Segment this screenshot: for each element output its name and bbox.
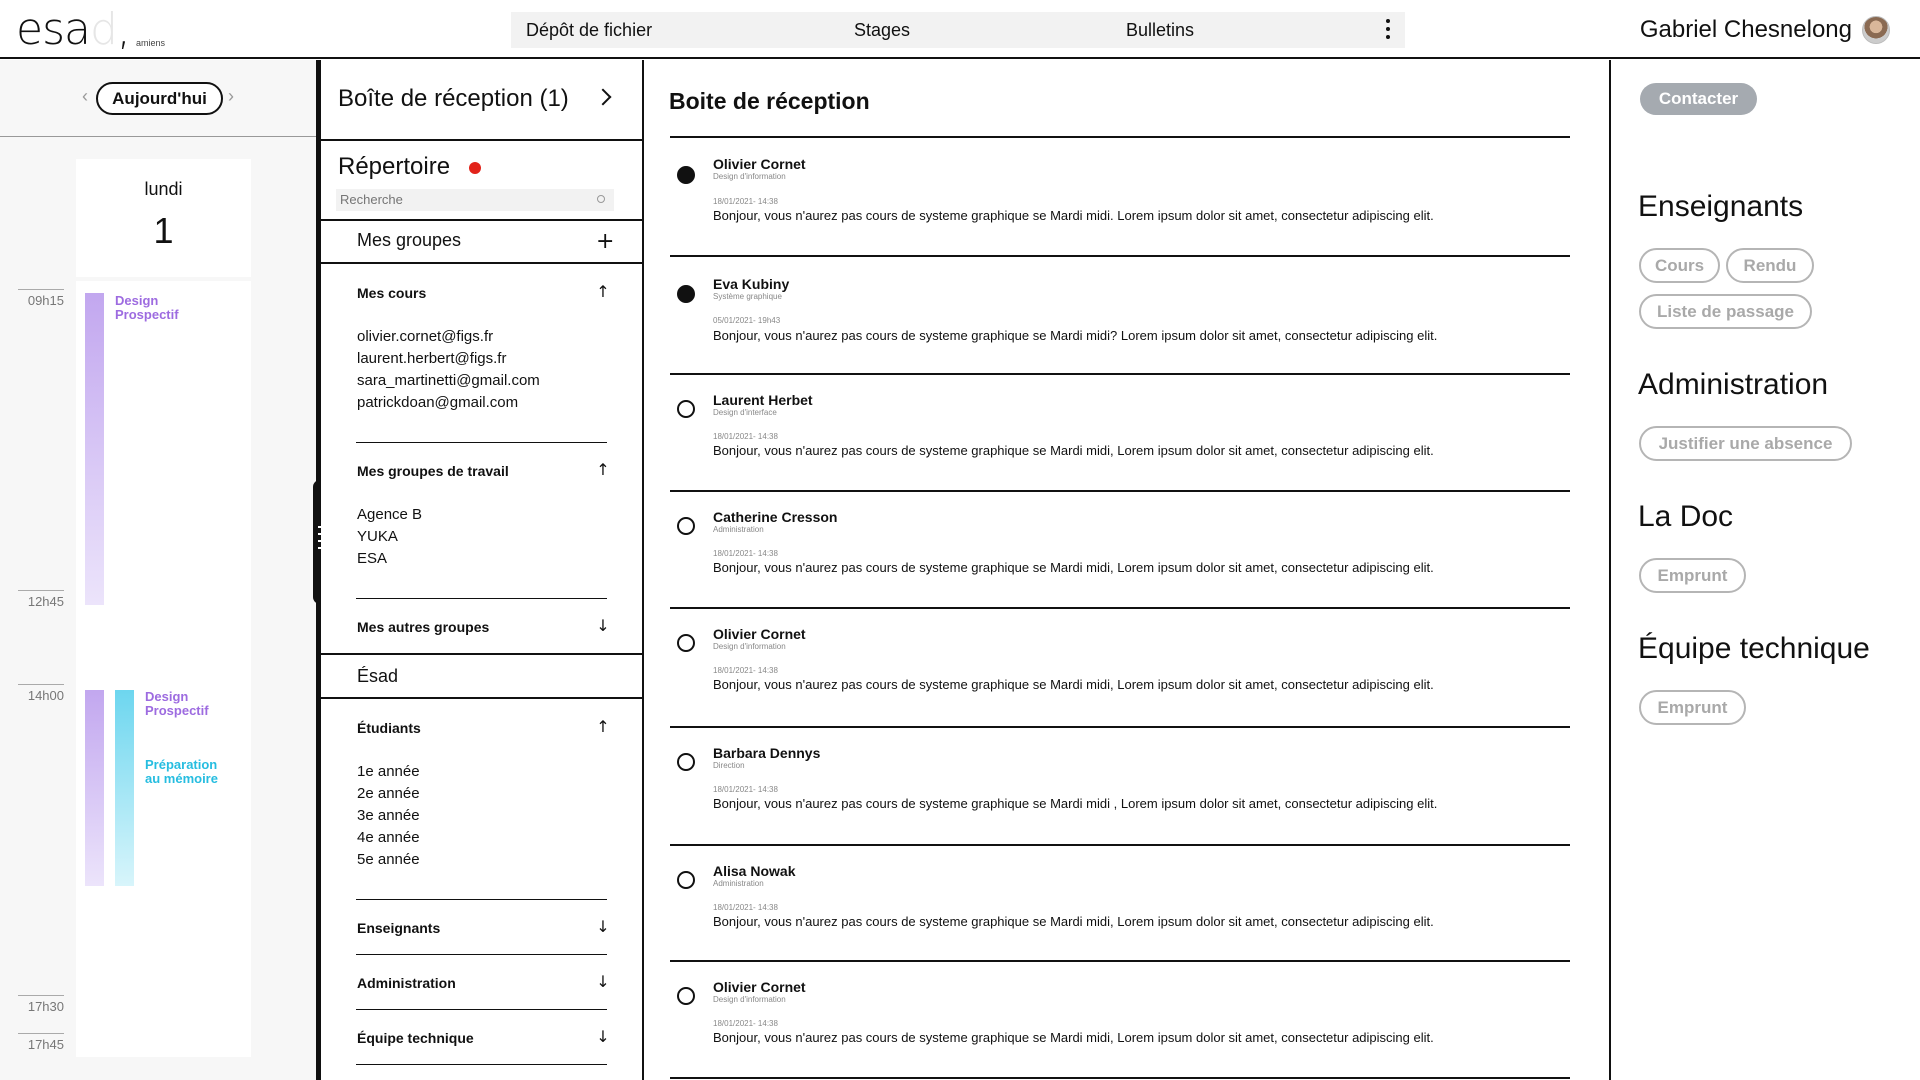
time-label: 14h00 [18,684,64,703]
message-sender: Alisa Nowak [713,863,796,879]
logo-text: esa [16,4,90,55]
time-label: 09h15 [18,289,64,308]
message-date: 18/01/2021- 14:38 [713,1019,778,1028]
directory-panel [321,60,642,1080]
message-date: 18/01/2021- 14:38 [713,549,778,558]
message-date: 18/01/2021- 14:38 [713,197,778,206]
message-row[interactable] [644,375,1609,471]
justifier-absence-button[interactable]: Justifier une absence [1639,426,1852,461]
day-header [76,159,251,277]
notification-dot [469,162,481,174]
message-preview: Bonjour, vous n'aurez pas cours de systeme graphique se Mardi midi? Lorem ipsum dolor sit amet, consectetur adipiscing elit. [713,328,1438,343]
nav-depot-fichier[interactable]: Dépôt de fichier [526,20,653,40]
list-item[interactable]: 5e année [357,851,420,868]
mes-groupes-travail-label[interactable]: Mes groupes de travail [357,463,509,479]
message-sender: Laurent Herbet [713,392,813,408]
message-department: Design d'interface [713,408,777,417]
etudiants-label[interactable]: Étudiants [357,720,421,736]
read-dot-icon[interactable] [677,753,695,771]
inbox-link-title[interactable]: Boîte de réception (1) [338,85,569,112]
message-sender: Eva Kubiny [713,276,790,292]
next-day-chevron-icon[interactable]: › [228,86,234,106]
list-item[interactable]: patrickdoan@gmail.com [357,394,519,411]
cours-button[interactable]: Cours [1639,248,1720,283]
divider [356,598,607,599]
emprunt-technique-button[interactable]: Emprunt [1639,690,1746,725]
day-number: 1 [153,210,174,251]
read-dot-icon[interactable] [677,987,695,1005]
read-dot-icon[interactable] [677,517,695,535]
message-sender: Barbara Dennys [713,745,821,761]
nav-stages[interactable]: Stages [854,20,911,40]
logo-subtitle: amiens [136,38,166,48]
message-preview: Bonjour, vous n'aurez pas cours de systeme graphique se Mardi midi, Lorem ipsum dolor sit amet, consectetur adipiscing elit. [713,1030,1434,1045]
message-date: 05/01/2021- 19h43 [713,316,781,325]
esad-logo[interactable] [16,6,176,54]
chevron-right-icon[interactable] [595,89,612,106]
message-row[interactable] [644,962,1609,1058]
arrow-down-icon[interactable]: ↓ [596,917,610,936]
contacts-panel [1611,60,1920,1080]
inbox-panel [644,60,1609,1080]
divider [321,139,642,141]
esad-section-label[interactable]: Ésad [357,666,399,686]
message-row[interactable] [644,492,1609,588]
contact-button[interactable]: Contacter [1640,83,1757,115]
arrow-down-icon[interactable]: ↓ [596,616,610,635]
divider [321,697,642,699]
message-department: Design d'information [713,172,786,181]
divider [321,219,642,221]
read-dot-icon[interactable] [677,400,695,418]
message-date: 18/01/2021- 14:38 [713,666,778,675]
message-preview: Bonjour, vous n'aurez pas cours de systeme graphique se Mardi midi, Lorem ipsum dolor sit amet, consectetur adipiscing elit. [713,443,1434,458]
message-department: Design d'information [713,995,786,1004]
user-profile[interactable] [1640,12,1890,48]
prev-day-chevron-icon[interactable]: ‹ [82,86,88,106]
message-preview: Bonjour, vous n'aurez pas cours de systeme graphique se Mardi midi. Lorem ipsum dolor sit amet, consectetur adipiscing elit. [713,208,1434,223]
list-item[interactable]: ESA [357,550,388,567]
event-design-prospectif-2-bar[interactable] [85,690,104,886]
event-design-prospectif-bar[interactable] [85,293,104,605]
message-sender: Catherine Cresson [713,509,838,525]
day-timeline [76,281,251,1057]
equipe-technique-title: Équipe technique [1638,632,1870,665]
message-department: Administration [713,879,764,888]
enseignants-label[interactable]: Enseignants [357,920,441,936]
list-item[interactable]: 2e année [357,785,420,802]
list-item[interactable]: sara_martinetti@gmail.com [357,372,540,389]
message-department: Système graphique [713,292,782,301]
logo-comma: , [116,4,130,55]
message-department: Design d'information [713,642,786,651]
la-doc-title: La Doc [1638,500,1734,533]
event-design-prospectif-2-label[interactable]: Design Prospectif [145,689,209,718]
divider [356,899,607,900]
message-date: 18/01/2021- 14:38 [713,785,778,794]
emprunt-doc-button[interactable]: Emprunt [1639,558,1746,593]
today-button[interactable]: Aujourd'hui [96,82,223,115]
repertoire-title: Répertoire [338,153,451,180]
message-row[interactable] [644,846,1609,942]
liste-de-passage-button[interactable]: Liste de passage [1639,294,1812,329]
divider [356,954,607,955]
administration-title: Administration [1638,368,1829,401]
message-date: 18/01/2021- 14:38 [713,903,778,912]
message-row[interactable] [644,609,1609,705]
divider [356,1064,607,1065]
time-label: 17h45 [18,1033,64,1052]
arrow-down-icon[interactable]: ↓ [596,972,610,991]
arrow-up-icon[interactable]: ↑ [596,717,610,736]
message-sender: Olivier Cornet [713,626,806,642]
enseignants-title: Enseignants [1638,190,1804,223]
nav-bulletins[interactable]: Bulletins [1126,20,1195,40]
search-input[interactable] [336,189,614,211]
arrow-up-icon[interactable]: ↑ [596,460,610,479]
divider [321,262,642,264]
administration-label[interactable]: Administration [357,975,456,991]
equipe-technique-label[interactable]: Équipe technique [357,1030,474,1046]
list-item[interactable]: 3e année [357,807,420,824]
rendu-button[interactable]: Rendu [1726,248,1814,283]
arrow-up-icon[interactable]: ↑ [596,282,610,301]
avatar[interactable] [1862,16,1890,44]
time-label: 12h45 [18,590,64,609]
read-dot-icon[interactable] [677,634,695,652]
message-preview: Bonjour, vous n'aurez pas cours de systeme graphique se Mardi midi , Lorem ipsum dolor sit amet, consectetur adipiscing elit. [713,796,1438,811]
divider [356,1009,607,1010]
message-department: Administration [713,525,764,534]
list-item[interactable]: 1e année [357,763,420,780]
add-group-plus-icon[interactable]: + [596,229,615,254]
message-row[interactable] [644,257,1609,353]
mes-groupes-label[interactable]: Mes groupes [357,230,462,250]
message-sender: Olivier Cornet [713,156,806,172]
message-preview: Bonjour, vous n'aurez pas cours de systeme graphique se Mardi midi, Lorem ipsum dolor sit amet, consectetur adipiscing elit. [713,560,1434,575]
message-preview: Bonjour, vous n'aurez pas cours de systeme graphique se Mardi midi, Lorem ipsum dolor sit amet, consectetur adipiscing elit. [713,914,1434,929]
inbox-title: Boite de réception [669,88,870,114]
time-label: 17h30 [18,995,64,1014]
list-item[interactable]: olivier.cornet@figs.fr [357,328,494,345]
list-item[interactable]: Agence B [357,506,423,523]
user-name: Gabriel Chesnelong [1639,16,1852,43]
calendar-nav [0,60,318,137]
event-preparation-memoire-bar[interactable] [115,690,134,886]
more-menu-icon[interactable] [1385,19,1391,41]
divider [670,1077,1570,1079]
top-navigation [511,12,1405,48]
logo-wordmark [16,6,130,54]
arrow-down-icon[interactable]: ↓ [596,1027,610,1046]
read-dot-icon[interactable] [677,871,695,889]
top-header [0,0,1920,59]
mes-autres-groupes-label[interactable]: Mes autres groupes [357,619,490,635]
message-sender: Olivier Cornet [713,979,806,995]
day-name: lundi [144,179,183,199]
message-row[interactable] [644,138,1609,234]
list-item[interactable]: YUKA [357,528,398,545]
message-department: Direction [713,761,745,770]
calendar-panel [0,60,318,1080]
unread-dot-icon[interactable] [677,285,695,303]
divider [356,442,607,443]
logo-ghost-letter: d [89,4,117,55]
event-design-prospectif-label[interactable]: Design Prospectif [115,293,179,322]
list-item[interactable]: laurent.herbert@figs.fr [357,350,507,367]
message-date: 18/01/2021- 14:38 [713,432,778,441]
event-preparation-memoire-label[interactable]: Préparation au mémoire [145,757,218,786]
list-item[interactable]: 4e année [357,829,420,846]
message-row[interactable] [644,728,1609,824]
divider [321,653,642,655]
message-preview: Bonjour, vous n'aurez pas cours de systeme graphique se Mardi midi, Lorem ipsum dolor sit amet, consectetur adipiscing elit. [713,677,1434,692]
search-icon[interactable] [597,195,605,203]
mes-cours-label[interactable]: Mes cours [357,285,427,301]
unread-dot-icon[interactable] [677,166,695,184]
